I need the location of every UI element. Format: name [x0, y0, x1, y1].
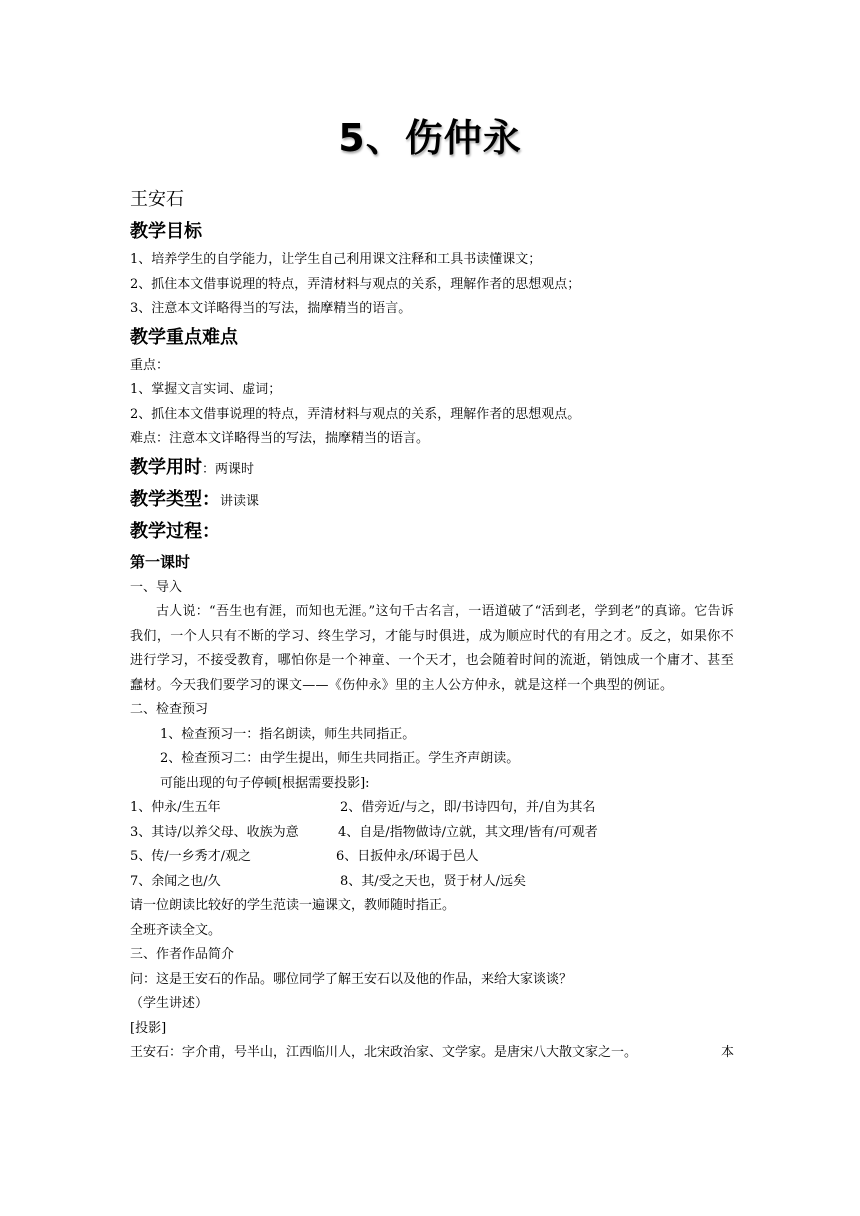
pause-item: 5、传/一乡秀才/观之: [130, 849, 252, 864]
class-reading-line: 全班齐读全文。: [130, 922, 222, 938]
projection-label: [投影]: [130, 1020, 167, 1036]
intro-paragraph: 古人说：“吾生也有涯，而知也无涯。”这句千古名言，一语道破了“活到老，学到老”的真谛。它告诉我们，一个人只有不断的学习、终生学习，才能与时俱进，成为顺应时代的有用之才。反之，如果你不进行学习，不接受教育，哪怕你是一个神童、一个天才，也会随着时间的流逝，销蚀成一个庸才、甚至蠢材。今天我们要学习的课文——《伤仲永》里的主人公方仲永，就是这样一个典型的例证。: [130, 604, 734, 693]
teaching-time-line: [130, 452, 734, 484]
teaching-type-line: [130, 484, 734, 516]
document-body: [130, 184, 734, 1066]
process-heading: 教学过程：: [130, 520, 220, 542]
objective-item: 2、抓住本文借事说理的特点，弄清材料与观点的关系，理解作者的思想观点；: [130, 276, 581, 292]
question-line: 问：这是王安石的作品。哪位同学了解王安石以及他的作品，来给大家谈谈？: [130, 971, 573, 987]
pause-item: 6、日扳仲永/环谒于邑人: [336, 849, 479, 864]
pause-item: 7、余闻之也/久: [130, 873, 221, 889]
objectives-heading: 教学目标: [130, 221, 202, 242]
pause-row: [130, 796, 734, 821]
lesson-one-heading: 第一课时: [130, 552, 191, 571]
author-bio-text: 王安石：字介甫，号半山，江西临川人，北宋政治家、文学家。是唐宋八大散文家之一。: [130, 1045, 638, 1060]
page-title: 5、伤仲永: [338, 116, 522, 160]
author-intro-heading: 三、作者作品简介: [130, 947, 235, 962]
check-preview-item: 2、检查预习二：由学生提出，师生共同指正。学生齐声朗读。: [160, 751, 520, 766]
key-point-item: 1、掌握文言实词、虚词；: [130, 382, 282, 397]
author-bio-continuation: 本: [720, 1045, 734, 1060]
pause-row: [130, 821, 734, 846]
teaching-time-value: ：两课时: [202, 461, 255, 477]
focus-label: 重点：: [130, 357, 170, 373]
difficulty-line: 难点：注意本文详略得当的写法，揣摩精当的语言。: [130, 431, 430, 446]
teaching-time-label: 教学用时: [130, 456, 202, 478]
author-name: 王安石: [130, 189, 184, 210]
pause-item: 4、自是/指物做诗/立就，其文理/皆有/可观者: [338, 824, 598, 840]
pause-item: 1、仲永/生五年: [130, 800, 221, 815]
key-points-heading: 教学重点难点: [130, 326, 238, 348]
objective-item: 1、培养学生的自学能力，让学生自己利用课文注释和工具书读懂课文；: [130, 252, 542, 267]
objective-item: 3、注意本文详略得当的写法，揣摩精当的语言。: [130, 301, 412, 316]
pause-item: 8、其/受之天也，贤于材人/远矣: [340, 873, 527, 889]
teaching-type-label: 教学类型：: [130, 488, 220, 510]
intro-heading: 一、导入: [130, 579, 183, 595]
author-bio-line: [130, 1041, 734, 1066]
check-preview-heading: 二、检查预习: [130, 702, 209, 717]
key-point-item: 2、抓住本文借事说理的特点，弄清材料与观点的关系，理解作者的思想观点。: [130, 406, 581, 422]
teaching-type-value: 讲读课: [220, 493, 260, 509]
model-reading-line: 请一位朗读比较好的学生范读一遍课文，教师随时指正。: [130, 898, 456, 913]
pause-row: [130, 845, 734, 870]
pause-intro-line: 可能出现的句子停顿[根据需要投影]:: [160, 775, 370, 791]
student-note: （学生讲述）: [130, 996, 209, 1011]
pause-item: 3、其诗/以养父母、收族为意: [130, 824, 299, 840]
pause-row: [130, 870, 734, 895]
check-preview-item: 1、检查预习一：指名朗读，师生共同指正。: [160, 726, 416, 742]
pause-item: 2、借旁近/与之，即/书诗四句，并/自为其名: [340, 800, 596, 815]
